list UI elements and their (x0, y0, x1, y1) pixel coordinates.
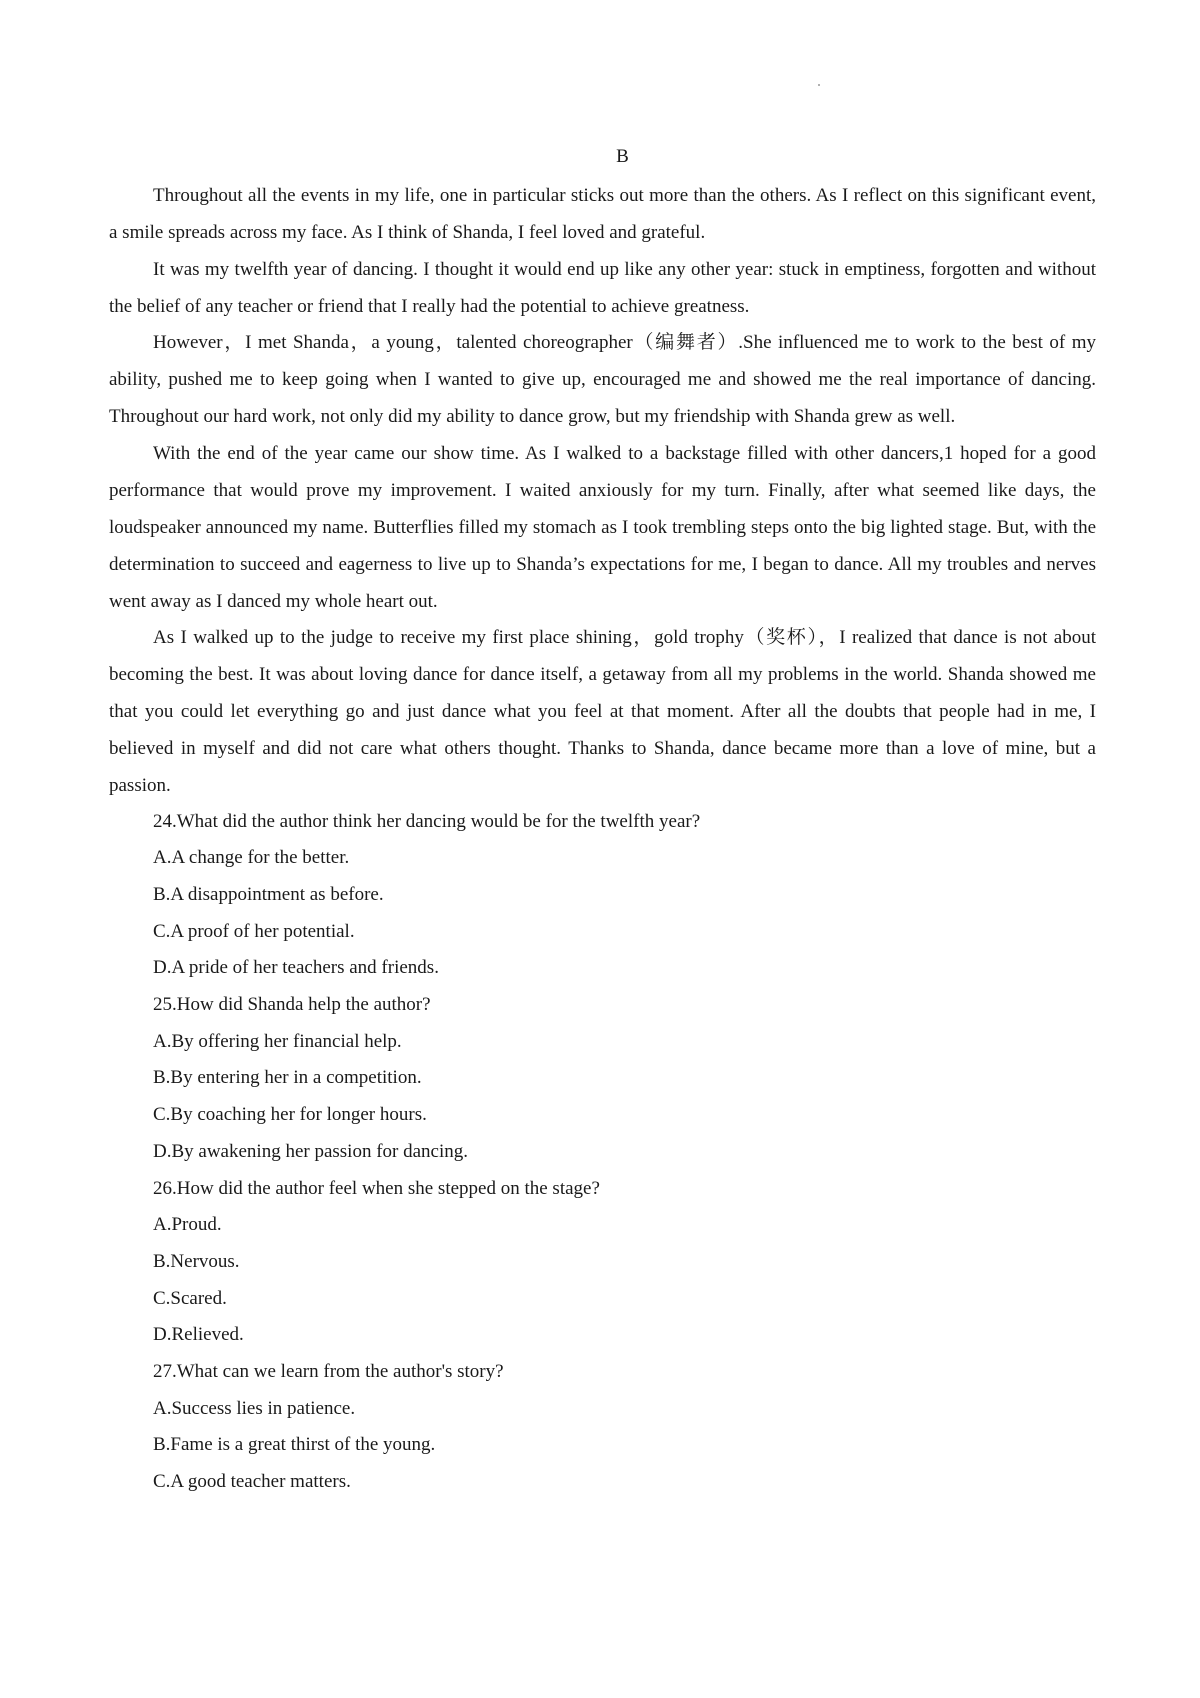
option-a: A.By offering her financial help. (153, 1030, 402, 1052)
option-d: D.By awakening her passion for dancing. (153, 1140, 469, 1162)
option-b: B.By entering her in a competition. (153, 1067, 422, 1089)
question-27 (109, 1354, 1096, 1501)
question-stem: 24.What did the author think her dancing would be for the twelfth year? (153, 810, 701, 832)
option-a: A.A change for the better. (153, 847, 350, 869)
option-c: C.A proof of her potential. (153, 920, 355, 942)
section-label: B (616, 146, 629, 167)
passage-paragraph-3: However，I met Shanda，a young，talented choreographer（编舞者）.She influenced me to work to the best of my ability, pushed me to keep going when I wanted to give up, encouraged me and showed me the real importance of dancing. Throughout our hard work, not only did my ability to dance grow, but my friendship with Shanda grew as well. (109, 332, 1096, 427)
option-d: D.A pride of her teachers and friends. (153, 957, 439, 979)
question-stem: 26.How did the author feel when she stepped on the stage? (153, 1177, 600, 1199)
option-c: C.By coaching her for longer hours. (153, 1104, 427, 1126)
option-b: B.Fame is a great thirst of the young. (153, 1434, 436, 1456)
passage-paragraph-5: As I walked up to the judge to receive my first place shining，gold trophy（奖杯），I realized that dance is not about becoming the best. It was about loving dance for dance itself, a getaway from all my problems in the world. Shanda showed me that you could let everything go and just dance what you feel at that moment. After all the doubts that people had in me, I believed in myself and did not care what others thought. Thanks to Shanda, dance became more than a love of mine, but a passion. (109, 627, 1096, 796)
passage-paragraph-4: With the end of the year came our show time. As I walked to a backstage filled with other dancers,1 hoped for a good performance that would prove my improvement. I waited anxiously for my turn. Finally, after what seemed like days, the loudspeaker announced my name. Butterflies filled my stomach as I took trembling steps onto the big lighted stage. But, with the determination to succeed and eagerness to live up to Shanda’s expectations for me, I began to dance. All my troubles and nerves went away as I danced my whole heart out. (109, 442, 1096, 612)
question-26 (109, 1171, 1096, 1355)
document-body (109, 177, 1096, 1501)
question-24 (109, 804, 1096, 988)
passage-paragraph-1: Throughout all the events in my life, one in particular sticks out more than the others. As I reflect on this significant event, a smile spreads across my face. As I think of Shanda, I feel loved and grateful. (109, 185, 1096, 243)
question-stem: 25.How did Shanda help the author? (153, 994, 431, 1016)
option-c: C.Scared. (153, 1287, 227, 1309)
question-stem: 27.What can we learn from the author's story? (153, 1361, 504, 1383)
question-25 (109, 987, 1096, 1171)
option-b: B.Nervous. (153, 1250, 240, 1272)
option-b: B.A disappointment as before. (153, 883, 384, 905)
option-a: A.Success lies in patience. (153, 1397, 356, 1419)
option-c: C.A good teacher matters. (153, 1471, 351, 1493)
passage-paragraph-2: It was my twelfth year of dancing. I thought it would end up like any other year: stuck in emptiness, forgotten and without the belief of any teacher or friend that I really had the potential to achieve greatness. (109, 258, 1096, 317)
speck-mark (818, 84, 820, 86)
option-d: D.Relieved. (153, 1324, 244, 1346)
option-a: A.Proud. (153, 1214, 222, 1236)
